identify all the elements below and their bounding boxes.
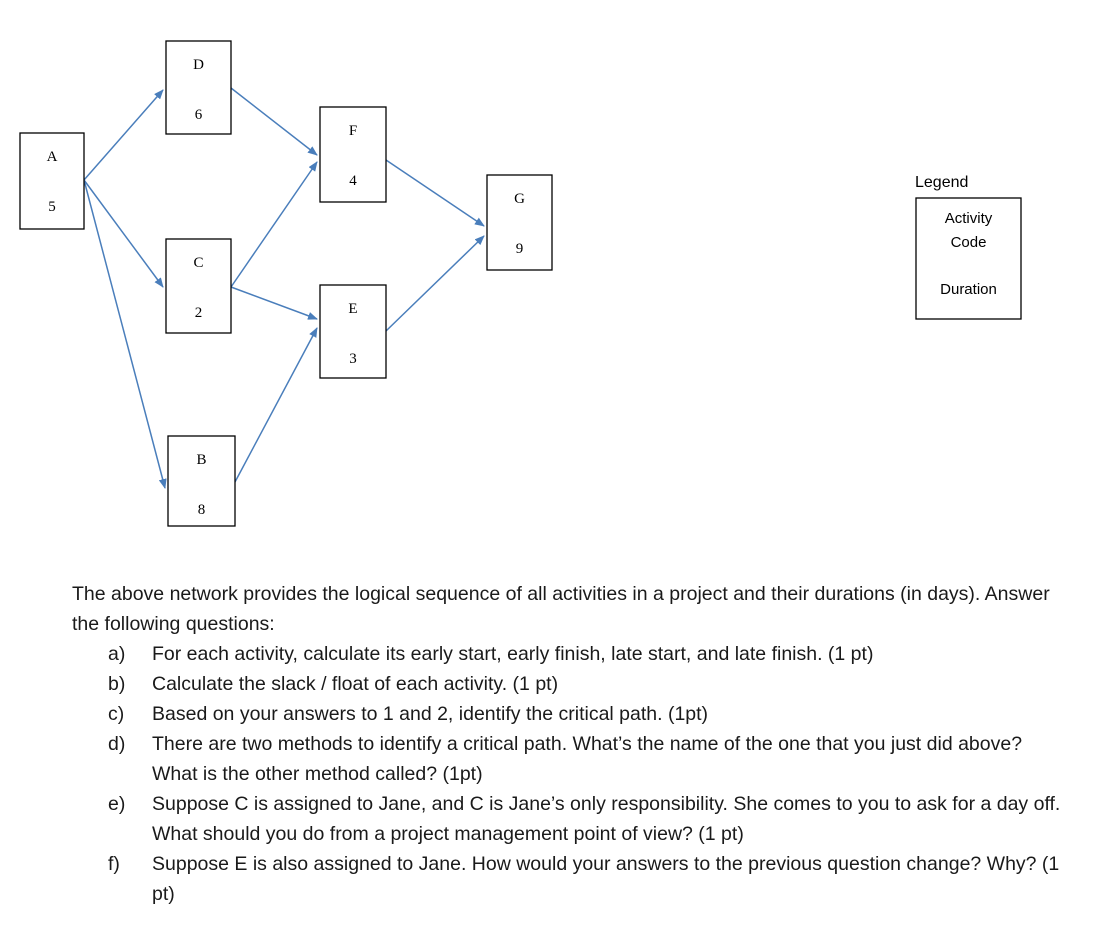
question-marker: a) [108,643,126,665]
activity-node-c [166,239,231,333]
activity-duration: 6 [194,107,203,123]
activity-node-d [166,41,231,134]
question-text: Calculate the slack / float of each activity. (1 pt) [152,673,559,695]
question-item [72,729,1062,789]
edge-a-to-d [84,90,163,180]
activity-duration: 5 [48,199,56,215]
activity-duration: 4 [349,173,357,189]
question-text: Suppose C is assigned to Jane, and C is Jane’s only responsibility. She comes to you to ask for a day off. What should you do from a project management point of view? (1 pt) [152,793,1061,845]
question-marker: f) [108,853,120,875]
activity-duration: 3 [349,351,357,367]
questions-section [72,579,1062,909]
activity-node-g [487,175,552,270]
legend-activity-label: Activity [944,210,993,227]
edge-b-to-e [235,328,317,482]
activity-code: G [514,191,525,207]
question-text: Based on your answers to 1 and 2, identify the critical path. (1pt) [152,703,709,725]
legend-code-label: Code [950,234,987,251]
activity-duration: 8 [197,502,206,518]
activity-duration: 9 [515,241,524,257]
edge-a-to-b [84,180,165,488]
activity-code: F [348,123,358,139]
edge-e-to-g [386,236,484,331]
question-marker: e) [108,793,126,815]
question-item [72,789,1062,849]
question-item [72,639,1062,669]
question-text: Suppose E is also assigned to Jane. How would your answers to the previous question change? Why? (1 pt) [152,853,1060,905]
activity-node-f [320,107,386,202]
question-marker: b) [108,673,126,695]
edge-a-to-c [84,180,163,287]
activity-code: C [193,255,204,271]
activity-code: D [193,57,204,73]
edge-d-to-f [231,88,317,155]
edge-f-to-g [386,160,484,226]
question-marker: d) [108,733,126,755]
activity-node-b [168,436,235,526]
activity-code: E [348,301,358,317]
activity-node-e [320,285,386,378]
nodes-layer [20,41,552,526]
legend [915,174,1021,319]
question-text: There are two methods to identify a critical path. What’s the name of the one that you just did above? What is the other method called? (1pt) [152,733,1023,785]
intro-paragraph: The above network provides the logical sequence of all activities in a project and their durations (in days). Answer the following questions: [72,583,1050,635]
activity-node-a [20,133,84,229]
question-item [72,699,1062,729]
edge-c-to-f [231,162,317,287]
question-marker: c) [108,703,125,725]
question-text: For each activity, calculate its early start, early finish, late start, and late finish. (1 pt) [152,643,874,665]
activity-code: A [46,149,58,165]
legend-title: Legend [915,174,969,191]
legend-duration-label: Duration [940,281,997,298]
question-item [72,849,1062,909]
question-list [72,639,1062,909]
activity-code: B [196,452,207,468]
edges-layer [84,88,484,488]
edge-c-to-e [231,287,317,319]
question-item [72,669,1062,699]
activity-duration: 2 [194,305,203,321]
